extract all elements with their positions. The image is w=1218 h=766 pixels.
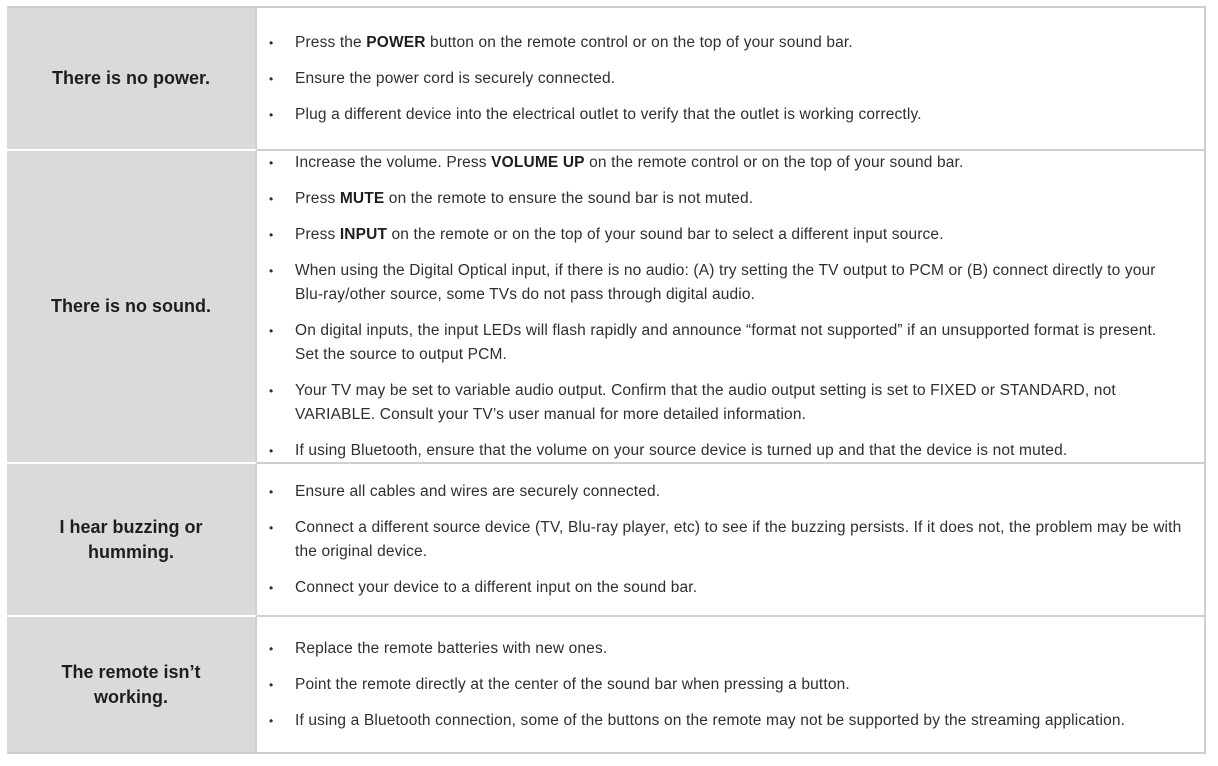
table-row xyxy=(7,464,1204,617)
solution-item: • Ensure the power cord is securely connected. xyxy=(257,67,1182,91)
issue-cell: The remote isn’t working. xyxy=(7,615,257,752)
table-row xyxy=(7,151,1204,464)
bullet-icon: • xyxy=(269,107,274,122)
solution-item: • Increase the volume. Press VOLUME UP on the remote control or on the top of your sound bar. xyxy=(257,151,1182,175)
solution-item: • On digital inputs, the input LEDs will flash rapidly and announce “format not supported” if an unsupported format is present. Set the source to output PCM. xyxy=(257,319,1182,367)
issue-cell: There is no power. xyxy=(7,8,257,149)
solution-item: • When using the Digital Optical input, if there is no audio: (A) try setting the TV output to PCM or (B) connect directly to your Blu-ray/other source, some TVs do not pass through digital audio. xyxy=(257,259,1182,307)
solution-item: • Press MUTE on the remote to ensure the sound bar is not muted. xyxy=(257,187,1182,211)
bullet-icon: • xyxy=(269,227,274,242)
bullet-icon: • xyxy=(269,263,274,278)
solution-item: • Ensure all cables and wires are securely connected. xyxy=(257,480,1182,504)
solution-list xyxy=(257,464,1204,615)
bullet-icon: • xyxy=(269,155,274,170)
issue-cell: I hear buzzing or humming. xyxy=(7,462,257,615)
solution-list xyxy=(257,8,1204,149)
bullet-icon: • xyxy=(269,443,274,458)
bullet-icon: • xyxy=(269,484,274,499)
solution-item: • Press INPUT on the remote or on the top of your sound bar to select a different input source. xyxy=(257,223,1182,247)
bullet-icon: • xyxy=(269,641,274,656)
troubleshooting-table xyxy=(7,6,1206,754)
solution-item: • Point the remote directly at the center of the sound bar when pressing a button. xyxy=(257,673,1182,697)
bullet-icon: • xyxy=(269,713,274,728)
solution-item: • Connect your device to a different input on the sound bar. xyxy=(257,576,1182,600)
solution-list xyxy=(257,151,1204,462)
solution-item: • Your TV may be set to variable audio output. Confirm that the audio output setting is set to FIXED or STANDARD, not VARIABLE. Consult your TV’s user manual for more detailed information. xyxy=(257,379,1182,427)
bullet-icon: • xyxy=(269,191,274,206)
table-row xyxy=(7,617,1204,752)
solution-item: • If using Bluetooth, ensure that the volume on your source device is turned up and that the device is not muted. xyxy=(257,439,1182,463)
bullet-icon: • xyxy=(269,383,274,398)
bullet-icon: • xyxy=(269,323,274,338)
solution-item: • Replace the remote batteries with new ones. xyxy=(257,637,1182,661)
table-row xyxy=(7,8,1204,151)
solution-list xyxy=(257,617,1204,752)
bullet-icon: • xyxy=(269,580,274,595)
bullet-icon: • xyxy=(269,71,274,86)
bullet-icon: • xyxy=(269,35,274,50)
solution-item: • Connect a different source device (TV, Blu-ray player, etc) to see if the buzzing persists. If it does not, the problem may be with the original device. xyxy=(257,516,1182,564)
solution-item: • Press the POWER button on the remote control or on the top of your sound bar. xyxy=(257,31,1182,55)
solution-item: • If using a Bluetooth connection, some of the buttons on the remote may not be supported by the streaming application. xyxy=(257,709,1182,733)
solution-item: • Plug a different device into the electrical outlet to verify that the outlet is working correctly. xyxy=(257,103,1182,127)
issue-cell: There is no sound. xyxy=(7,149,257,462)
bullet-icon: • xyxy=(269,677,274,692)
bullet-icon: • xyxy=(269,520,274,535)
